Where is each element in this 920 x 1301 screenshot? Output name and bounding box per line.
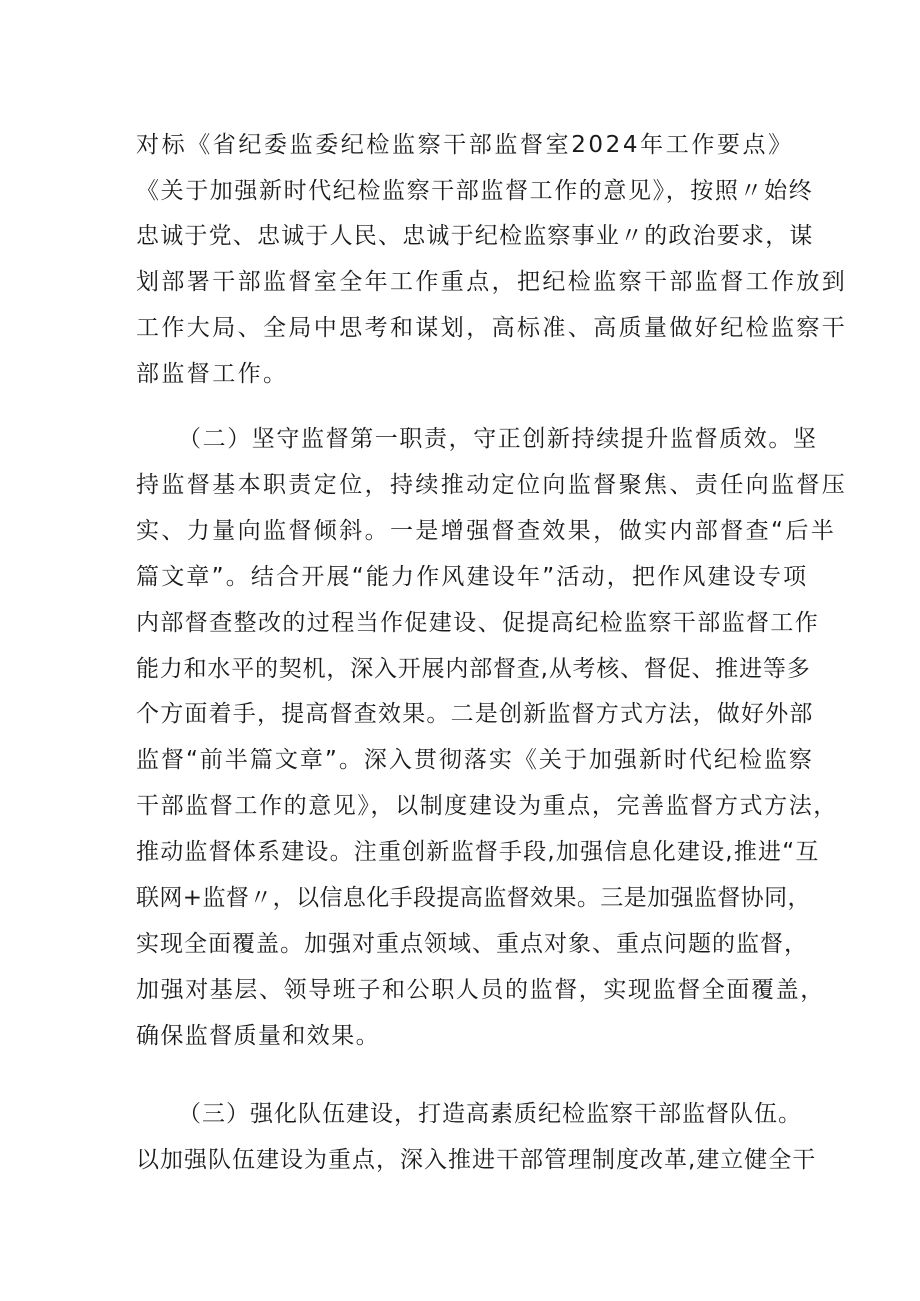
text-line: 能力和水平的契机，深入开展内部督查,从考核、督促、推进等多 — [136, 656, 811, 682]
section-heading-line: （二）坚守监督第一职责，守正创新持续提升监督质效。坚 — [178, 426, 818, 452]
text-line: 确保监督质量和效果。 — [136, 1023, 380, 1049]
text-line: 《关于加强新时代纪检监察干部监督工作的意见》，按照〃始终 — [136, 178, 814, 204]
text-line: 部监督工作。 — [136, 361, 289, 387]
text-line: 对标《省纪委监委纪检监察干部监督室2024年工作要点》 — [136, 132, 794, 158]
text-line: 实、力量向监督倾斜。一是增强督查效果，做实内部督查“后半 — [136, 518, 837, 544]
section-heading-line: （三）强化队伍建设，打造高素质纪检监察干部监督队伍。 — [178, 1101, 802, 1127]
text-line: 监督“前半篇文章”。深入贯彻落实《关于加强新时代纪检监察 — [136, 747, 814, 773]
text-line: 划部署干部监督室全年工作重点，把纪检监察干部监督工作放到 — [136, 269, 848, 295]
text-line: 忠诚于党、忠诚于人民、忠诚于纪检监察事业〃的政治要求，谋 — [136, 223, 814, 249]
text-line: 个方面着手，提高督查效果。二是创新监督方式方法，做好外部 — [136, 701, 814, 727]
text-line: 以加强队伍建设为重点，深入推进干部管理制度改革,建立健全干 — [136, 1147, 817, 1173]
text-line: 内部督查整改的过程当作促建设、促提高纪检监察干部监督工作 — [136, 610, 820, 636]
text-line: 干部监督工作的意见》，以制度建设为重点，完善监督方式方法， — [136, 793, 838, 819]
text-line: 持监督基本职责定位，持续推动定位向监督聚焦、责任向监督压 — [136, 472, 848, 498]
text-line: 实现全面覆盖。加强对重点领域、重点对象、重点问题的监督， — [136, 931, 808, 957]
text-line: 联网+监督〃，以信息化手段提高监督效果。三是加强监督协同， — [136, 885, 811, 911]
text-line: 加强对基层、领导班子和公职人员的监督，实现监督全面覆盖， — [136, 977, 825, 1003]
text-line: 篇文章”。结合开展“能力作风建设年”活动，把作风建设专项 — [136, 564, 809, 590]
text-line: 工作大局、全局中思考和谋划，高标准、高质量做好纪检监察干 — [136, 315, 848, 341]
text-line: 推动监督体系建设。注重创新监督手段,加强信息化建设,推进“互 — [136, 839, 820, 865]
